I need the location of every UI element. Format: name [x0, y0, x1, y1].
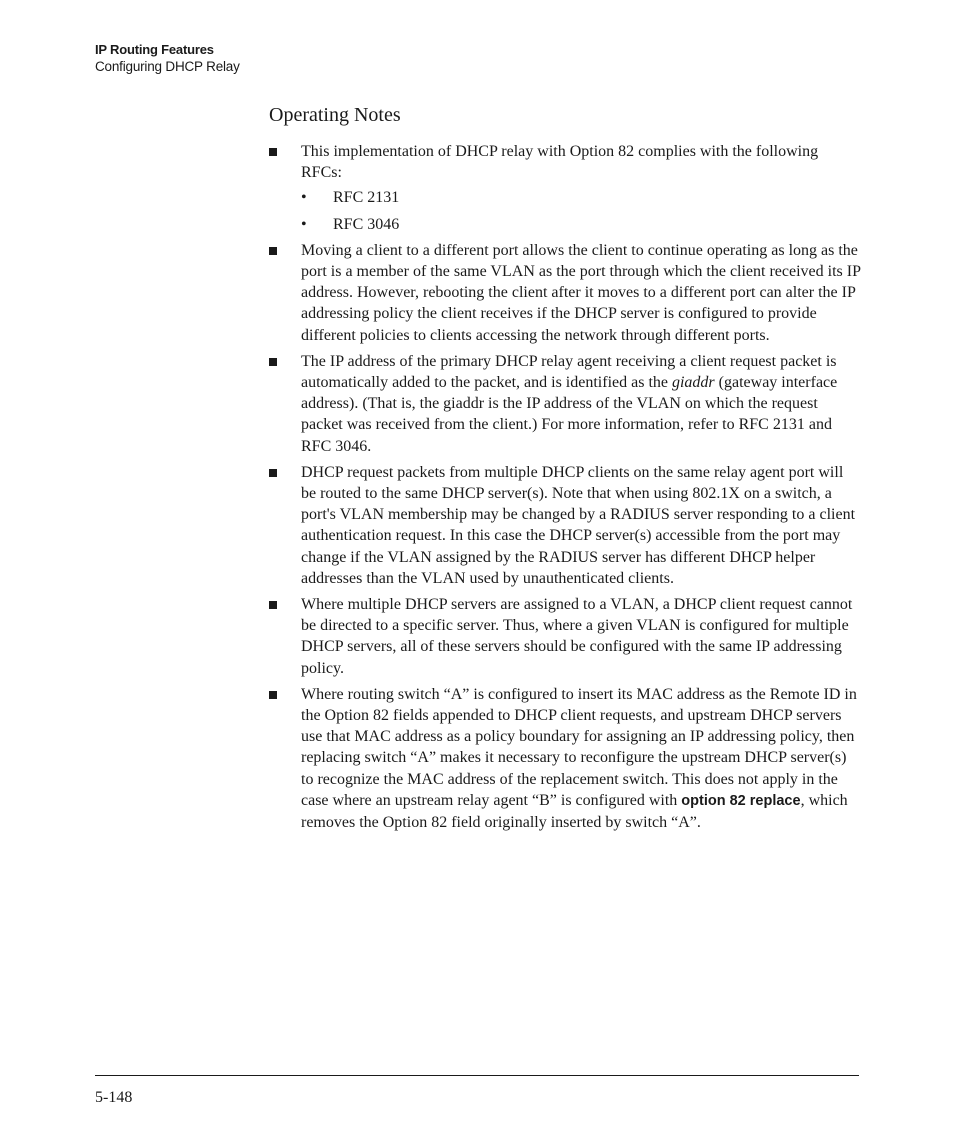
section-title-header: Configuring DHCP Relay [95, 59, 240, 74]
list-item [269, 462, 861, 589]
list-item-text-post: (gateway interface address). (That is, the giaddr is the IP address of the VLAN on which the request packet was received from the client.) For more information, refer to RFC 2131 and RFC 3046. [301, 374, 838, 455]
sub-list-item-text: RFC 2131 [333, 189, 400, 207]
command-keyword: option 82 replace [681, 792, 801, 809]
sub-list-item-text: RFC 3046 [333, 215, 400, 233]
operating-notes-list [269, 141, 861, 833]
list-item-text: This implementation of DHCP relay with Option 82 complies with the following RFCs: [301, 143, 819, 182]
running-header [95, 41, 240, 75]
chapter-title: IP Routing Features [95, 42, 214, 57]
rfc-sub-list [301, 187, 861, 234]
list-item-text: Moving a client to a different port allows the client to continue operating as long as the port is a member of the same VLAN as the port through which the client received its IP address. However, rebooting the client after it moves to a different port can alter the IP addressing policy the client receives if the DHCP server is configured to provide different policies to clients accessing the network through different ports. [301, 241, 861, 344]
square-bullet-icon [269, 247, 277, 255]
sub-list-item [301, 214, 861, 235]
list-item [269, 351, 861, 457]
footer-divider [95, 1075, 859, 1076]
sub-list-item [301, 187, 861, 208]
list-item [269, 240, 861, 346]
list-item-text: DHCP request packets from multiple DHCP clients on the same relay agent port will be routed to the same DHCP server(s). Note that when using 802.1X on a switch, a port's VLAN membership may be changed by a RADIUS server responding to a client authentication request. In this case the DHCP server(s) accessible from the port may change if the VLAN assigned by the RADIUS server has different DHCP helper addresses than the VLAN used by unauthenticated clients. [301, 463, 856, 587]
main-content [269, 102, 861, 838]
square-bullet-icon [269, 601, 277, 609]
round-bullet-icon: • [301, 215, 307, 233]
list-item-text-pre: Where routing switch “A” is configured to insert its MAC address as the Remote ID in the Option 82 fields appended to DHCP client requests, and upstream DHCP servers use that MAC address as a policy boundary for assigning an IP addressing policy, then replacing switch “A” makes it necessary to reconfigure the upstream DHCP server(s) to recognize the MAC address of the replacement switch. This does not apply in the case where an upstream relay agent “B” is configured with [301, 685, 857, 809]
round-bullet-icon: • [301, 189, 307, 207]
list-item [269, 141, 861, 235]
list-item-text: Where multiple DHCP servers are assigned to a VLAN, a DHCP client request cannot be directed to a specific server. Thus, where a given VLAN is configured for multiple DHCP servers, all of these servers should be configured with the same IP addressing policy. [301, 596, 853, 677]
list-item-text-pre: The IP address of the primary DHCP relay agent receiving a client request packet is automatically added to the packet, and is identified as the [301, 352, 837, 392]
list-item-text-post: , which removes the Option 82 field originally inserted by switch “A”. [301, 791, 848, 832]
page-title: Operating Notes [269, 104, 401, 126]
list-item [269, 594, 861, 679]
giaddr-term: giaddr [671, 374, 715, 392]
square-bullet-icon [269, 148, 277, 156]
list-item [269, 684, 861, 833]
square-bullet-icon [269, 469, 277, 477]
square-bullet-icon [269, 358, 277, 366]
page-number: 5-148 [95, 1089, 133, 1106]
square-bullet-icon [269, 691, 277, 699]
